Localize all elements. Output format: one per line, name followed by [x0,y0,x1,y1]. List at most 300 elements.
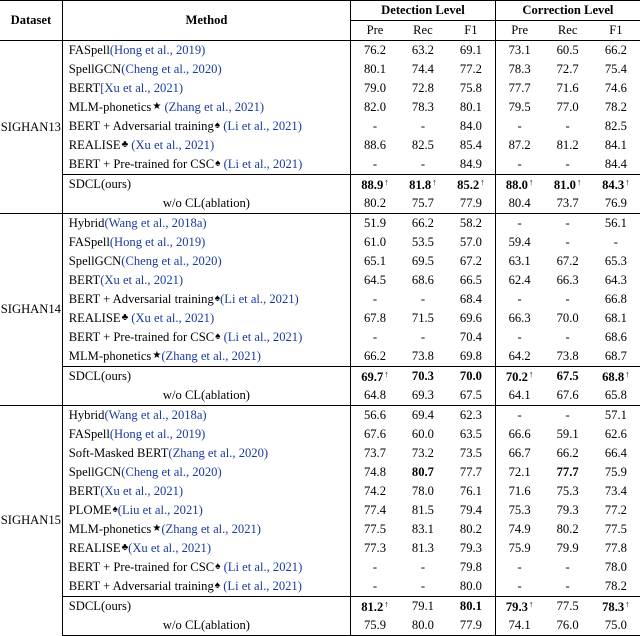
metric-cell [447,597,495,617]
method-name: SDCL(ours) [68,369,132,384]
table-row [0,328,640,347]
metric-cell [351,194,399,214]
metric-cell [544,233,592,252]
metric-cell [351,425,399,444]
metric-value: 79.0 [363,81,386,96]
table-row [0,347,640,367]
method-cell [62,577,350,597]
metric-cell [544,214,592,234]
table-row [0,482,640,501]
citation-link[interactable]: (Hong et al., 2019) [109,43,206,58]
metric-cell [495,386,543,406]
metric-value: 69.7 [361,369,384,384]
method-marker-icon: ★ [152,523,162,535]
metric-cell [351,214,399,234]
metric-value: 77.5 [556,599,579,614]
metric-value: 77.3 [363,541,386,556]
metric-cell [351,558,399,577]
citation-link[interactable]: (Li et al., 2021) [220,560,303,575]
metric-cell [447,271,495,290]
citation-link[interactable]: (Li et al., 2021) [220,292,299,307]
improvement-arrow-icon: ↑ [528,368,534,379]
table-row [0,194,640,214]
metric-value: 75.0 [604,618,627,633]
citation-link[interactable]: (Li et al., 2021) [220,119,302,134]
method-cell [62,425,350,444]
metric-cell [399,501,447,520]
metric-value: 79.4 [459,503,482,518]
metric-cell [592,328,640,347]
metric-cell [351,482,399,501]
metric-value: - [517,560,522,575]
metric-value: - [420,579,426,594]
metric-value: - [565,157,570,172]
metric-cell [447,520,495,539]
header-cor-rec: Rec [544,21,592,41]
metric-value: 76.9 [604,196,627,211]
table-header [0,1,640,41]
metric-value: - [613,235,618,250]
metric-cell [592,520,640,539]
method-cell [62,290,350,309]
metric-value: 82.5 [411,138,434,153]
citation-link[interactable]: (Zhang et al., 2021) [161,349,261,364]
metric-value: 84.3 [602,177,625,192]
metric-cell [351,309,399,328]
metric-value: - [565,579,570,594]
metric-value: 80.7 [411,465,434,480]
metric-cell [447,482,495,501]
citation-link[interactable]: [Xu et al., 2021) [100,81,184,96]
metric-value: - [517,579,522,594]
metric-value: 80.4 [508,196,531,211]
method-name: REALISE [68,541,121,556]
metric-value: 84.9 [459,157,482,172]
metric-cell [399,425,447,444]
citation-link[interactable]: (Cheng et al., 2020) [121,62,222,77]
metric-value: 70.2 [505,369,528,384]
citation-link[interactable]: (Li et al., 2021) [220,579,302,594]
table-row [0,501,640,520]
metric-value: 74.8 [363,465,386,480]
metric-cell [447,194,495,214]
metric-cell [399,558,447,577]
header-det-f1: F1 [447,21,495,41]
metric-value: 76.1 [459,484,482,499]
metric-value: 53.5 [411,235,434,250]
metric-value: 57.1 [604,408,627,423]
metric-value: 80.1 [459,599,482,614]
metric-value: 71.6 [556,81,579,96]
citation-link[interactable]: (Wang et al., 2018a) [104,216,207,231]
metric-value: 61.0 [363,235,386,250]
metric-value: 60.0 [411,427,434,442]
metric-cell [447,577,495,597]
metric-value: 73.7 [556,196,579,211]
metric-value: 66.8 [604,292,627,307]
metric-value: 80.2 [556,522,579,537]
citation-link[interactable]: (Hong et al., 2019) [109,235,206,250]
metric-value: 71.6 [508,484,531,499]
table-row [0,41,640,61]
metric-value: 56.1 [604,216,627,231]
metric-cell [495,577,543,597]
metric-cell [544,136,592,155]
metric-cell [495,233,543,252]
table-row [0,290,640,309]
metric-value: 80.0 [459,579,482,594]
citation-link[interactable]: (Xu et al., 2021) [128,541,212,556]
metric-cell [447,309,495,328]
metric-value: 80.1 [459,100,482,115]
metric-cell [495,616,543,636]
citation-link[interactable]: (Liu et al., 2021) [117,503,203,518]
method-cell [62,309,350,328]
table-row [0,577,640,597]
metric-value: 73.5 [459,446,482,461]
method-cell [62,175,350,195]
metric-value: 69.8 [459,349,482,364]
table-row [0,386,640,406]
metric-value: 78.0 [411,484,434,499]
table-row [0,175,640,195]
metric-cell [399,79,447,98]
metric-value: 63.5 [459,427,482,442]
metric-value: 67.6 [363,427,386,442]
metric-value: 77.7 [508,81,531,96]
method-cell [62,155,350,175]
metric-value: 75.9 [604,465,627,480]
metric-value: 75.9 [363,618,386,633]
metric-cell [447,98,495,117]
metric-cell [592,444,640,463]
method-cell [62,194,350,214]
metric-cell [592,501,640,520]
method-name: w/o CL(ablation) [162,388,250,403]
table-row [0,214,640,234]
metric-value: 66.7 [508,446,531,461]
method-name: PLOME [68,503,112,518]
metric-value: 64.3 [604,273,627,288]
metric-cell [399,98,447,117]
citation-link[interactable]: (Zhang et al., 2020) [168,446,269,461]
metric-value: 74.2 [363,484,386,499]
metric-value: 78.2 [604,100,627,115]
metric-cell [399,520,447,539]
metric-cell [495,463,543,482]
metric-cell [592,425,640,444]
metric-cell [495,539,543,558]
improvement-arrow-icon: ↑ [625,598,630,609]
metric-cell [351,271,399,290]
method-name: SpellGCN [68,465,122,480]
header-dataset: Dataset [0,1,62,41]
metric-value: 73.2 [411,446,434,461]
metric-value: - [517,157,522,172]
metric-value: - [372,330,378,345]
metric-cell [544,60,592,79]
citation-link[interactable]: (Cheng et al., 2020) [121,465,222,480]
metric-cell [351,136,399,155]
metric-cell [447,367,495,387]
dataset-label-sighan15: SIGHAN15 [0,406,62,636]
metric-value: - [517,330,522,345]
method-cell [62,60,350,79]
dataset-label-sighan13: SIGHAN13 [0,41,62,214]
citation-link[interactable]: (Xu et al., 2021) [100,484,184,499]
metric-value: 79.8 [459,560,482,575]
metric-value: 66.2 [556,446,579,461]
method-cell [62,463,350,482]
citation-link[interactable]: (Zhang et al., 2021) [161,522,261,537]
table-row [0,98,640,117]
metric-value: 81.5 [411,503,434,518]
metric-value: 75.9 [508,541,531,556]
metric-cell [399,214,447,234]
method-cell [62,367,350,387]
metric-value: 75.4 [604,62,627,77]
metric-cell [447,117,495,136]
method-marker-icon: ♠ [214,293,221,305]
metric-cell [399,347,447,367]
metric-value: 57.0 [459,235,482,250]
metric-cell [544,367,592,387]
metric-cell [399,136,447,155]
metric-cell [351,79,399,98]
metric-value: 80.0 [411,618,434,633]
metric-value: 70.0 [556,311,579,326]
method-marker-icon: ♠ [214,580,221,592]
citation-link[interactable]: (Li et al., 2021) [220,330,303,345]
metric-cell [495,501,543,520]
metric-cell [351,577,399,597]
metric-value: 66.4 [604,446,627,461]
metric-cell [592,616,640,636]
metric-cell [399,194,447,214]
metric-value: 62.6 [604,427,627,442]
metric-cell [399,597,447,617]
method-name: BERT + Pre-trained for CSC [68,157,215,172]
metric-cell [399,444,447,463]
method-marker-icon: ♣ [121,542,129,554]
metric-cell [495,425,543,444]
metric-cell [544,271,592,290]
metric-value: 88.6 [363,138,386,153]
metric-cell [495,117,543,136]
method-name: REALISE [68,138,121,153]
metric-cell [351,520,399,539]
metric-value: - [565,216,570,231]
metric-value: 67.8 [363,311,386,326]
metric-cell [495,558,543,577]
metric-value: 64.8 [363,388,386,403]
metric-cell [351,463,399,482]
table-row [0,444,640,463]
metric-cell [399,233,447,252]
metric-cell [495,520,543,539]
improvement-arrow-icon: ↑ [384,368,389,379]
citation-link[interactable]: (Li et al., 2021) [220,157,303,172]
metric-cell [447,60,495,79]
metric-value: 75.3 [556,484,579,499]
metric-value: 68.1 [604,311,627,326]
metric-cell [544,386,592,406]
citation-link[interactable]: (Hong et al., 2019) [109,427,206,442]
metric-value: 73.8 [556,349,579,364]
metric-value: 84.1 [604,138,627,153]
improvement-arrow-icon: ↑ [625,176,630,187]
metric-value: 79.9 [556,541,579,556]
method-cell [62,98,350,117]
metric-cell [544,406,592,426]
metric-cell [544,194,592,214]
metric-cell [495,155,543,175]
metric-cell [592,271,640,290]
method-cell [62,214,350,234]
citation-link[interactable]: (Xu et al., 2021) [128,138,215,153]
metric-value: 51.9 [363,216,386,231]
metric-value: 76.2 [363,43,386,58]
header-correction-level: Correction Level [495,1,640,21]
metric-value: 67.6 [556,388,579,403]
metric-cell [495,309,543,328]
metric-value: - [517,408,522,423]
metric-value: - [420,292,426,307]
metric-value: 65.1 [363,254,386,269]
metric-value: 75.8 [459,81,482,96]
method-marker-icon: ♠ [215,561,221,573]
header-cor-f1: F1 [592,21,640,41]
metric-cell [447,539,495,558]
metric-cell [544,347,592,367]
method-marker-icon: ♠ [112,504,118,516]
metric-cell [495,175,543,195]
header-cor-pre: Pre [495,21,543,41]
metric-value: 81.2 [556,138,579,153]
metric-value: 69.1 [459,43,482,58]
metric-value: 66.2 [411,216,434,231]
metric-value: 75.7 [411,196,434,211]
metric-value: 87.2 [508,138,531,153]
metric-value: 67.5 [556,369,579,384]
method-name: SpellGCN [68,62,122,77]
metric-cell [495,41,543,61]
table-row [0,425,640,444]
metric-cell [399,252,447,271]
improvement-arrow-icon: ↑ [432,176,437,187]
metric-cell [592,60,640,79]
citation-link[interactable]: (Zhang et al., 2021) [161,100,265,115]
method-marker-icon: ♣ [121,312,129,324]
metric-cell [447,444,495,463]
metric-cell [495,328,543,347]
metric-cell [592,309,640,328]
metric-cell [447,252,495,271]
metric-value: 79.3 [459,541,482,556]
metric-value: 72.8 [411,81,434,96]
metric-cell [351,41,399,61]
metric-cell [447,616,495,636]
metric-cell [351,539,399,558]
metric-value: - [565,408,570,423]
metric-value: 77.7 [556,465,579,480]
metric-value: 80.2 [363,196,386,211]
metric-value: 76.0 [556,618,579,633]
metric-value: 78.2 [604,579,627,594]
metric-value: 66.3 [508,311,531,326]
improvement-arrow-icon: ↑ [528,176,534,187]
metric-cell [447,558,495,577]
citation-link[interactable]: (Wang et al., 2018a) [104,408,207,423]
metric-value: 73.1 [508,43,531,58]
metric-cell [592,347,640,367]
metric-cell [351,386,399,406]
method-name: Soft-Masked BERT [68,446,169,461]
metric-value: 88.9 [361,177,384,192]
metric-cell [544,425,592,444]
metric-value: - [420,119,426,134]
table-row [0,406,640,426]
metric-cell [544,290,592,309]
metric-value: 58.2 [459,216,482,231]
metric-cell [592,41,640,61]
metric-cell [447,136,495,155]
metric-value: 56.6 [363,408,386,423]
metric-value: 83.1 [411,522,434,537]
metric-value: 79.5 [508,100,531,115]
metric-cell [399,117,447,136]
metric-value: - [372,292,378,307]
metric-cell [351,175,399,195]
metric-value: 68.6 [411,273,434,288]
metric-value: 66.2 [604,43,627,58]
metric-cell [399,175,447,195]
method-marker-icon: ♠ [214,120,221,132]
metric-value: 60.5 [556,43,579,58]
method-name: Hybrid [68,408,105,423]
metric-cell [592,577,640,597]
method-cell [62,79,350,98]
improvement-arrow-icon: ↑ [480,176,485,187]
metric-value: 77.5 [363,522,386,537]
metric-cell [592,79,640,98]
metric-value: - [372,119,378,134]
metric-cell [544,444,592,463]
citation-link[interactable]: (Xu et al., 2021) [100,273,184,288]
metric-cell [592,155,640,175]
method-name: MLM-phonetics [68,100,152,115]
metric-cell [544,616,592,636]
citation-link[interactable]: (Cheng et al., 2020) [121,254,222,269]
metric-cell [592,175,640,195]
metric-cell [592,386,640,406]
metric-cell [544,98,592,117]
metric-cell [544,155,592,175]
metric-cell [351,233,399,252]
method-name: SpellGCN [68,254,122,269]
metric-cell [495,347,543,367]
citation-link[interactable]: (Xu et al., 2021) [128,311,215,326]
metric-cell [495,60,543,79]
metric-value: 75.3 [508,503,531,518]
metric-value: 71.5 [411,311,434,326]
metric-cell [592,252,640,271]
table-body [0,41,640,636]
metric-value: - [517,119,522,134]
header-detection-level: Detection Level [351,1,496,21]
method-cell [62,386,350,406]
method-cell [62,271,350,290]
